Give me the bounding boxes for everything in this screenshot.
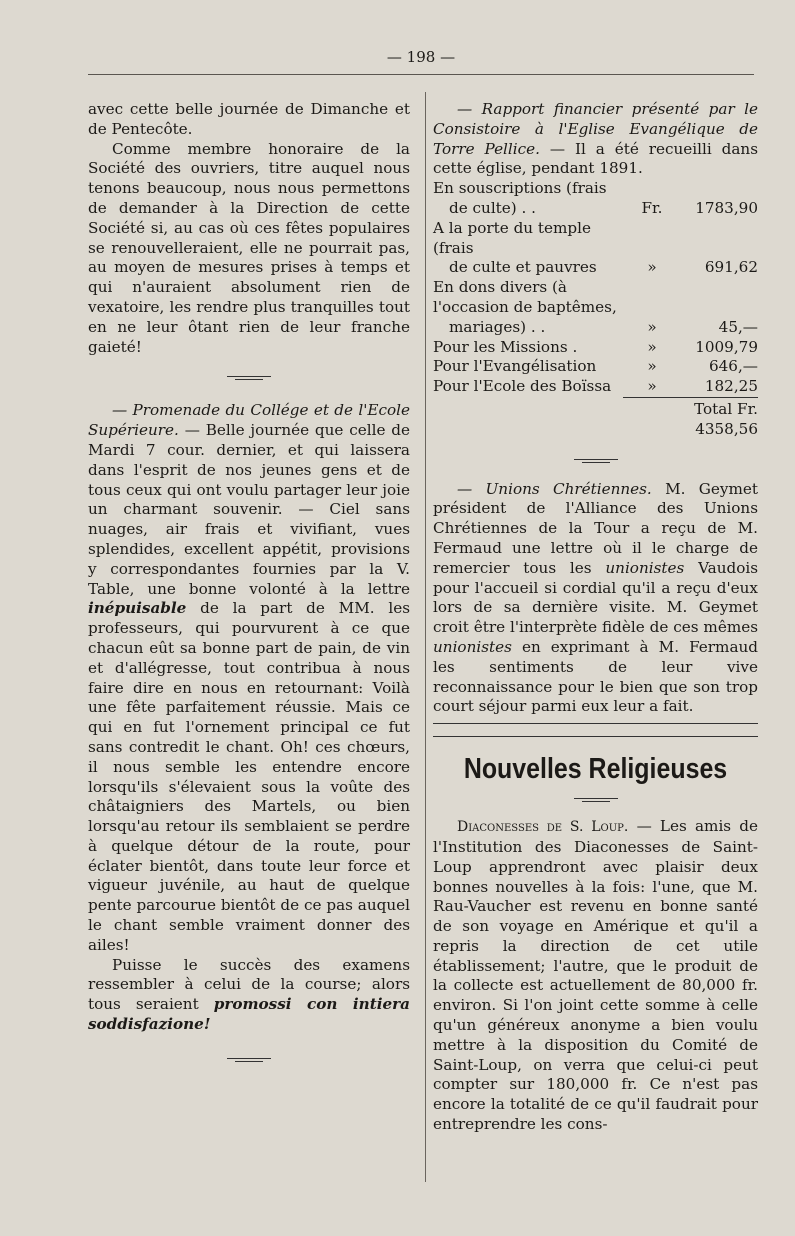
finance-amount: 182,25 xyxy=(704,377,758,396)
left-column xyxy=(88,100,410,1069)
paragraph-continuation: avec cette belle journée de Dimanche et de Pentecôte. xyxy=(88,100,410,138)
double-rule xyxy=(433,723,758,737)
finance-mark xyxy=(632,179,672,199)
finance-label: A la porte du temple (frais xyxy=(433,218,591,257)
paragraph-promenade: — Promenade du Collége et de l'Ecole Supérieure. — Belle journée que celle de Mardi 7 cour. dernier, et qui laissera dans l'esprit de nos jeunes gens et de tous ceux qui ont voulu partager leur joie un charmant souvenir. — Ciel sans nuages, air frais et vivifiant, vues splendides, excellent appétit, provisions y correspondantes fournies par la V. Table, une bonne volonté à la lettre inépuisable de la part de MM. les professeurs, qui pourvurent à ce que chacun eût sa bonne part de pain, de vin et d'allégresse, tout contribua à nous faire dire en nous en retournant: Voilà une fête parfaitement réussie. Mais ce qui en fut l'ornement principal ce fut sans contredit le chant. Oh! ces chœurs, il nous semble les entendre encore lorsqu'ils s'élevaient sous la voûte des châtaigniers des Martels, ou bien lorsqu'au retour ils semblaient se perdre à quelque détour de la route, pour éclater bientôt, dans toute leur force et vigueur juvénile, au haut de quelque pente parcourue bientôt de ce pas auquel le chant semble vraiment donner des ailes! xyxy=(88,401,410,954)
separator-rule xyxy=(433,450,758,470)
finance-total: Total Fr. 4358,56 xyxy=(623,397,758,440)
finance-row xyxy=(433,199,758,219)
paragraph-examens: Puisse le succès des examens ressembler à celui de la course; alors tous seraient promossi con intiera soddisfazione! xyxy=(88,955,411,1034)
finance-amount: 691,62 xyxy=(704,258,758,277)
finance-mark xyxy=(632,219,672,259)
finance-row xyxy=(433,338,758,358)
finance-amount xyxy=(672,278,758,318)
column-divider xyxy=(425,92,426,1182)
separator-rule xyxy=(433,789,758,809)
rapport-heading: — Rapport financier présenté par le Consistoire à l'Eglise Evangélique de Torre Pellice. xyxy=(433,100,758,158)
finance-row xyxy=(433,258,758,278)
diaconesses-heading: Diaconesses de S. Loup. xyxy=(457,819,629,836)
paragraph-diaconesses: Diaconesses de S. Loup. — Les amis de l'Institution des Diaconesses de Saint-Loup apprendront avec plaisir deux bonnes nouvelles à la fois: l'une, que M. Rau-Vaucher est revenu en bonne santé de son voyage en Amérique et qu'il a repris la direction de cet utile établissement; l'autre, que le produit de la collecte est actuellement de 80,000 fr. environ. Si l'on joint cette somme à celle qu'un généreux anonyme a bien voulu mettre à la disposition du Comité de Saint-Loup, on verra que celui-ci peut compter sur 180,000 fr. Ce n'est pas encore la totalité de ce qu'il faudrait pour entreprendre les cons- xyxy=(433,817,758,1134)
finance-label: En souscriptions (frais xyxy=(433,179,607,198)
page-header xyxy=(88,44,754,75)
finance-row xyxy=(433,357,758,377)
finance-row xyxy=(433,278,758,318)
finance-label: mariages) . . xyxy=(449,317,546,336)
finance-label: En dons divers (à l'occasion de baptêmes, xyxy=(433,278,617,316)
finance-label: de culte et pauvres xyxy=(449,258,597,277)
paragraph-societe-ouvriers: Comme membre honoraire de la Société des ouvriers, titre auquel nous tenons beaucoup, nous nous permettons de demander à la Direction de cette Société si, au cas où ces fêtes populaires se renouvelleraient, elle ne pourrait pas, au moyen de mesures prises à temps et qui n'auraient absolument rien de vexatoire, les rendre plus tranquilles tout en ne leur ôtant rien de leur franche gaieté! xyxy=(88,139,410,356)
finance-mark: » xyxy=(647,377,657,396)
finance-amount: 1009,79 xyxy=(695,337,758,356)
paragraph-unions: — Unions Chrétiennes. M. Geymet président de l'Alliance des Unions Chrétiennes de la Tour a reçu de M. Fermaud une lettre où il le charge de remercier tous les unionistes Vaudois pour l'accueil si cordial qu'il a reçu d'eux lors de sa dernière visite. M. Geymet croit être l'interprète fidèle de ces mêmes unionistes en exprimant à M. Fermaud les sentiments de leur vive reconnaissance pour le bien que son trop court séjour parmi eux leur a fait. xyxy=(433,479,759,716)
finance-label: de culte) . . xyxy=(449,198,537,217)
separator-rule xyxy=(88,1049,410,1069)
unions-heading: — Unions Chrétiennes. xyxy=(457,479,652,498)
finance-mark: » xyxy=(647,357,657,376)
section-title: Nouvelles Religieuses xyxy=(463,753,728,786)
finance-amount: 646,— xyxy=(708,357,758,376)
promenade-heading: — Promenade du Collége et de l'Ecole Supérieure. xyxy=(88,401,410,440)
finance-amount: 45,— xyxy=(718,317,758,336)
finance-label: Pour les Missions . xyxy=(433,337,578,356)
finance-row xyxy=(433,318,758,338)
finance-label: Pour l'Evangélisation xyxy=(433,357,597,376)
finance-table xyxy=(433,179,758,397)
paragraph-rapport: — Rapport financier présenté par le Consistoire à l'Eglise Evangélique de Torre Pellice. — Il a été recueilli dans cette église, pendant 1891. xyxy=(433,100,759,178)
finance-mark: Fr. xyxy=(641,198,663,217)
finance-row xyxy=(433,219,758,259)
finance-row xyxy=(433,179,758,199)
finance-mark: » xyxy=(647,258,657,277)
finance-amount xyxy=(672,219,758,259)
finance-amount xyxy=(672,179,758,199)
separator-rule xyxy=(88,367,410,387)
finance-label: Pour l'Ecole des Boïssa xyxy=(433,377,612,396)
finance-row xyxy=(433,377,758,397)
finance-amount: 1783,90 xyxy=(695,198,758,217)
finance-mark: » xyxy=(647,337,657,356)
page-number: — 198 — xyxy=(386,48,456,66)
finance-mark xyxy=(632,278,672,318)
finance-mark: » xyxy=(647,317,657,336)
right-column xyxy=(433,100,758,1135)
